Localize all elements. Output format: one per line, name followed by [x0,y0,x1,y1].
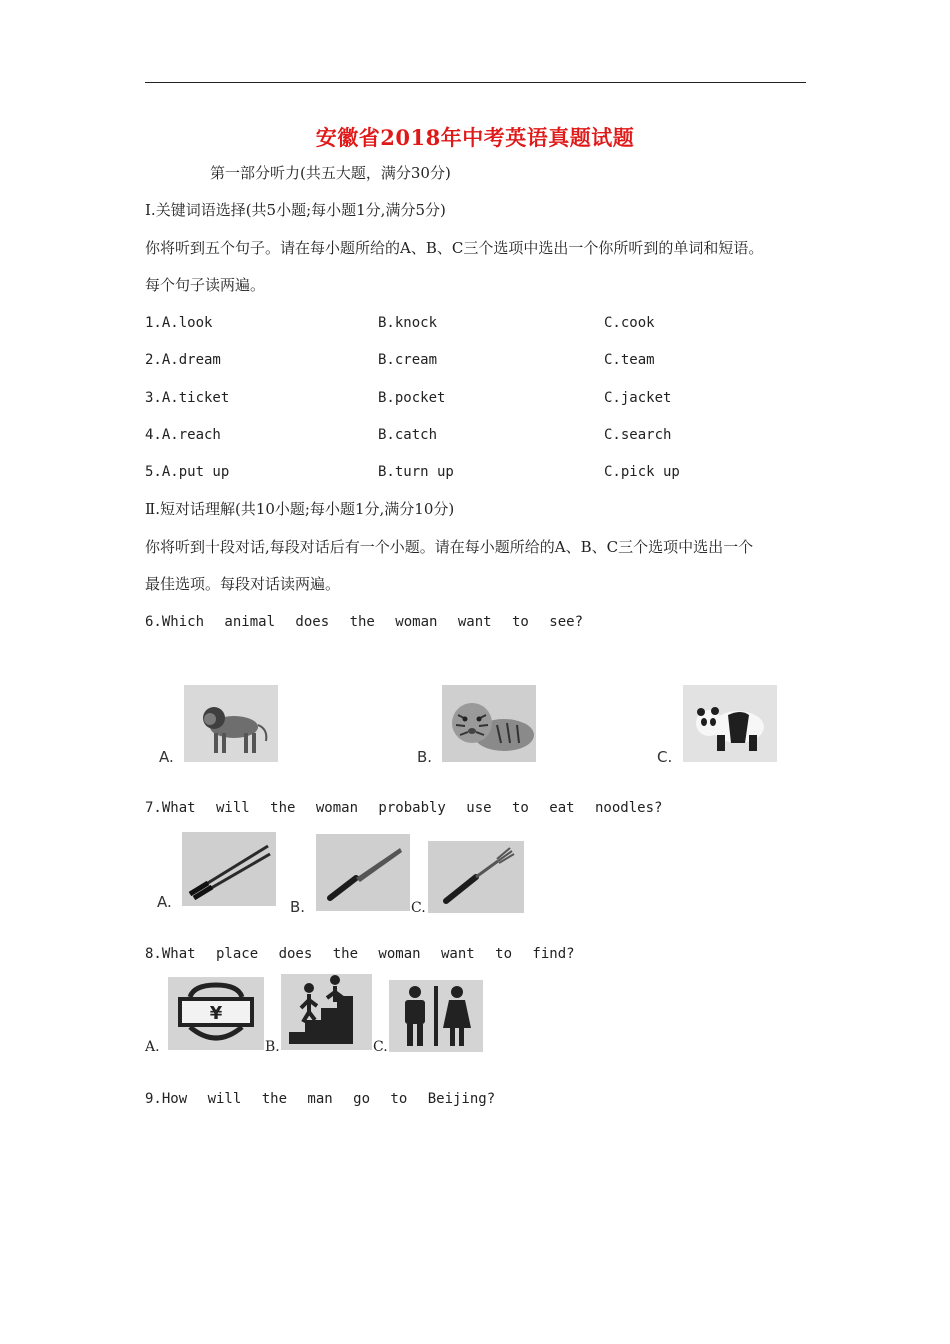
knife-image [316,834,410,911]
fork-image [428,841,524,913]
q7-label-b: B. [290,898,306,916]
section1-instruction-1: 你将听到五个句子。请在每小题所给的A、B、C三个选项中选出一个你所听到的单词和短语。 [145,239,764,257]
svg-text:¥: ¥ [209,1003,223,1024]
q6-label-a: A. [159,748,174,766]
item2-option-c: C.team [604,352,655,368]
item3-option-c: C.jacket [604,390,672,406]
header-rule [145,82,806,83]
item4-option-c: C.search [604,427,672,443]
section2-instruction-1: 你将听到十段对话,每段对话后有一个小题。请在每小题所给的A、B、C三个选项中选出一个 [145,538,754,556]
chopsticks-image [182,832,276,906]
question-6: 6.Which animal does the woman want to see? [145,614,584,630]
bank-sign-image [168,977,264,1050]
question-7: 7.What will the woman probably use to eat noodles? [145,800,663,816]
q8-label-b: B. [265,1039,280,1055]
section2-heading: Ⅱ.短对话理解(共10小题;每小题1分,满分10分) [145,500,455,518]
section1-instruction-2: 每个句子读两遍。 [145,276,266,294]
lion-image [184,685,278,762]
stairs-sign-image [281,974,372,1050]
item5-option-c: C.pick up [604,464,680,480]
q8-label-c: C. [373,1039,388,1055]
item2-option-b: B.cream [378,352,438,368]
item5-option-b: B.turn up [378,464,454,480]
question-8: 8.What place does the woman want to find? [145,946,575,962]
item1-option-c: C.cook [604,315,655,331]
restroom-sign-image [389,980,483,1052]
question-9: 9.How will the man go to Beijing? [145,1091,496,1107]
item5-option-a: 5.A.put up [145,464,230,480]
item2-option-a: 2.A.dream [145,352,221,368]
part1-heading: 第一部分听力(共五大题，满分30分) [210,164,451,182]
page-title: 安徽省2018年中考英语真题试题 [315,125,635,150]
q8-label-a: A. [145,1039,160,1055]
item4-option-b: B.catch [378,427,438,443]
item4-option-a: 4.A.reach [145,427,221,443]
item1-option-a: 1.A.look [145,315,213,331]
tiger-image [442,685,536,762]
section2-instruction-2: 最佳选项。每段对话读两遍。 [145,575,341,593]
q6-label-b: B. [417,748,433,766]
item3-option-b: B.pocket [378,390,446,406]
q7-label-a: A. [157,893,172,911]
item3-option-a: 3.A.ticket [145,390,230,406]
q7-label-c: C. [411,900,426,916]
section1-heading: I.关键词语选择(共5小题;每小题1分,满分5分) [145,201,446,219]
item1-option-b: B.knock [378,315,438,331]
panda-image [683,685,777,762]
q6-label-c: C. [657,748,673,766]
